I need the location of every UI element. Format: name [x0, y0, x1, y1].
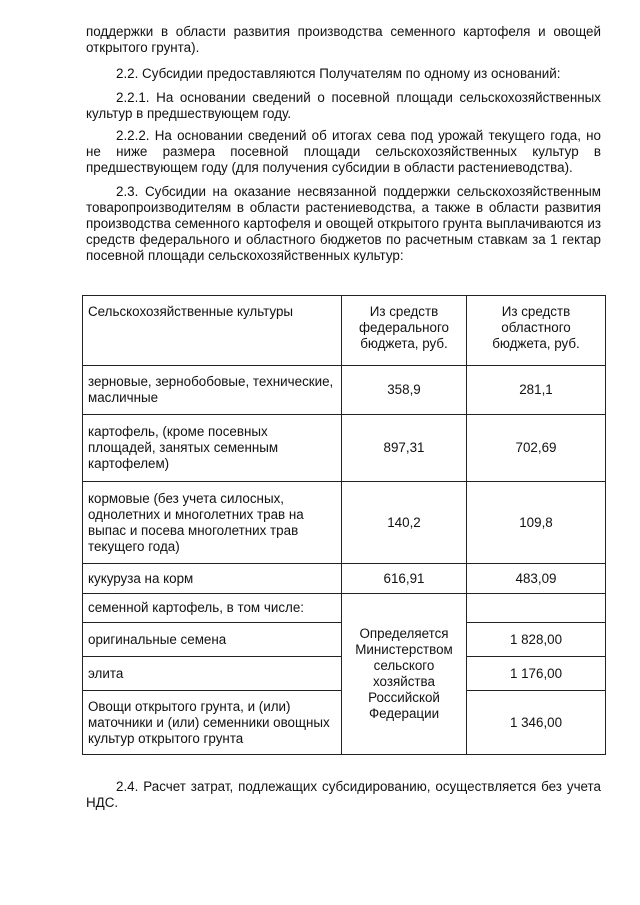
crop-cell: кормовые (без учета силосных, однолетних и многолетних трав на выпас и посева многолетних трав текущего года) — [83, 482, 342, 564]
header-regional: Из средств областного бюджета, руб. — [467, 296, 606, 366]
regional-rate-cell: 281,1 — [467, 366, 606, 415]
regional-rate-cell: 1 828,00 — [467, 623, 606, 657]
merged-federal-cell: Определяется Министерством сельского хозяйства Российской Федерации — [342, 594, 467, 755]
federal-rate-cell: 358,9 — [342, 366, 467, 415]
regional-rate-cell-empty — [467, 594, 606, 623]
crop-cell: элита — [83, 657, 342, 691]
paragraph-2-3: 2.3. Субсидии на оказание несвязанной поддержки сельскохозяйственным товаропроизводителям в области растениеводства, а также в области развития производства семенного картофеля и овощей открытого грунта выплачиваются из средств федерального и областного бюджетов по расчетным ставкам за 1 гектар посевной площади сельскохозяйственных культур: — [86, 184, 601, 263]
header-crops: Сельскохозяйственные культуры — [83, 296, 342, 366]
regional-rate-cell: 702,69 — [467, 415, 606, 482]
regional-rate-cell: 1 346,00 — [467, 691, 606, 755]
paragraph-2-2: 2.2. Субсидии предоставляются Получателям по одному из оснований: — [116, 66, 561, 81]
paragraph-2-4: 2.4. Расчет затрат, подлежащих субсидированию, осуществляется без учета НДС. — [86, 779, 601, 810]
crop-cell: картофель, (кроме посевных площадей, занятых семенным картофелем) — [83, 415, 342, 482]
federal-rate-cell: 140,2 — [342, 482, 467, 564]
federal-rate-cell: 616,91 — [342, 564, 467, 594]
table-row — [83, 366, 606, 415]
table-row — [83, 564, 606, 594]
paragraph-2-2-2: 2.2.2. На основании сведений об итогах сева под урожай текущего года, но не ниже размера посевной площади сельскохозяйственных культур в предшествующем году (для получения субсидии в области растениеводства). — [86, 128, 601, 175]
paragraph-intro-continued: поддержки в области развития производства семенного картофеля и овощей открытого грунта). — [86, 24, 601, 55]
regional-rate-cell: 1 176,00 — [467, 657, 606, 691]
paragraph-2-2-1: 2.2.1. На основании сведений о посевной площади сельскохозяйственных культур в предшествующем году. — [86, 90, 601, 121]
table-row — [83, 482, 606, 564]
subsidy-rates-table — [82, 295, 606, 755]
crop-cell: Овощи открытого грунта, и (или) маточники и (или) семенники овощных культур открытого грунта — [83, 691, 342, 755]
crop-cell: зерновые, зернобобовые, технические, масличные — [83, 366, 342, 415]
federal-rate-cell: 897,31 — [342, 415, 467, 482]
crop-cell: кукуруза на корм — [83, 564, 342, 594]
table-row-seed-header — [83, 594, 606, 623]
crop-cell: семенной картофель, в том числе: — [83, 594, 342, 623]
regional-rate-cell: 109,8 — [467, 482, 606, 564]
table-header-row — [83, 296, 606, 366]
regional-rate-cell: 483,09 — [467, 564, 606, 594]
crop-cell: оригинальные семена — [83, 623, 342, 657]
header-federal: Из средств федерального бюджета, руб. — [342, 296, 467, 366]
table-row — [83, 415, 606, 482]
